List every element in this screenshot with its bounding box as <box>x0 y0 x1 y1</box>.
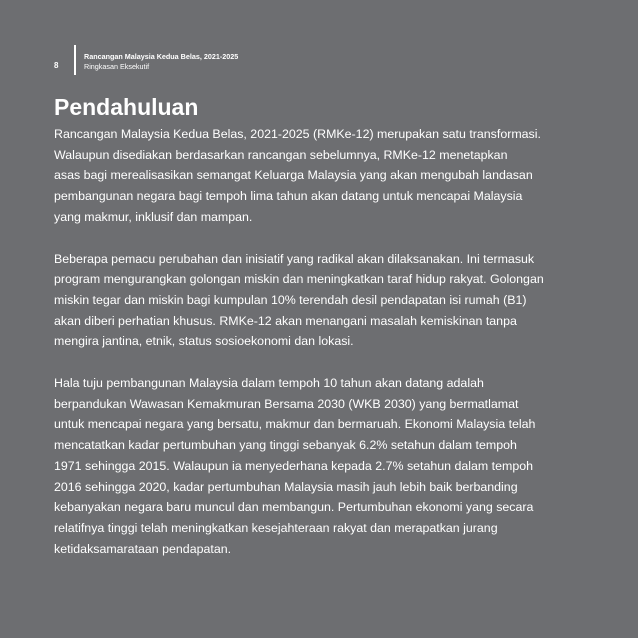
paragraph-line: kebanyakan negara baru muncul dan membangun. Pertumbuhan ekonomi yang secara <box>54 500 534 515</box>
document-section: Ringkasan Eksekutif <box>84 62 150 71</box>
paragraph-initiatives <box>54 249 614 353</box>
paragraph-line: 1971 sehingga 2015. Walaupun ia menyederhana kepada 2.7% setahun dalam tempoh <box>54 458 533 473</box>
paragraph-line: Rancangan Malaysia Kedua Belas, 2021-2025 (RMKe-12) merupakan satu transformasi. <box>54 127 541 141</box>
body-text <box>54 124 614 559</box>
paragraph-line: pembangunan negara bagi tempoh lima tahun akan datang untuk mencapai Malaysia <box>54 189 523 204</box>
paragraph-line: berpandukan Wawasan Kemakmuran Bersama 2030 (WKB 2030) yang bermatlamat <box>54 396 519 411</box>
document-title: Rancangan Malaysia Kedua Belas, 2021-2025 <box>84 52 239 61</box>
paragraph-line: yang makmur, inklusif dan mampan. <box>54 209 253 224</box>
paragraph-line: untuk mencapai negara yang bersatu, makmur dan bermaruah. Ekonomi Malaysia telah <box>54 417 536 432</box>
paragraph-line: Beberapa pemacu perubahan dan inisiatif yang radikal akan dilaksanakan. Ini termasuk <box>54 251 535 266</box>
paragraph-line: mencatatkan kadar pertumbuhan yang tinggi sebanyak 6.2% setahun dalam tempoh <box>54 438 517 453</box>
paragraph-line: Walaupun disediakan berdasarkan rancangan sebelumnya, RMKe-12 menetapkan <box>54 147 508 162</box>
paragraph-line: mengira jantina, etnik, status sosioekonomi dan lokasi. <box>54 334 354 349</box>
running-header <box>84 52 238 72</box>
section-title: Pendahuluan <box>54 94 199 120</box>
page-number: 8 <box>54 61 59 70</box>
paragraph-line: akan diberi perhatian khusus. RMKe-12 akan menangani masalah kemiskinan tanpa <box>54 313 517 328</box>
paragraph-line: program mengurangkan golongan miskin dan meningkatkan taraf hidup rakyat. Golongan <box>54 272 544 287</box>
paragraph-line: Hala tuju pembangunan Malaysia dalam tempoh 10 tahun akan datang adalah <box>54 376 484 391</box>
paragraph-line: asas bagi merealisasikan semangat Keluarga Malaysia yang akan mengubah landasan <box>54 168 533 183</box>
header-divider <box>74 45 76 75</box>
paragraph-development-direction <box>54 373 614 559</box>
paragraph-line: ketidaksamarataan pendapatan. <box>54 541 232 556</box>
paragraph-line: relatifnya tinggi telah meningkatkan kesejahteraan rakyat dan merapatkan jurang <box>54 520 498 535</box>
paragraph-line: miskin tegar dan miskin bagi kumpulan 10% terendah desil pendapatan isi rumah (B1) <box>54 292 527 307</box>
paragraph-line: 2016 sehingga 2020, kadar pertumbuhan Malaysia masih jauh lebih baik berbanding <box>54 479 518 494</box>
paragraph-introduction <box>54 124 614 228</box>
